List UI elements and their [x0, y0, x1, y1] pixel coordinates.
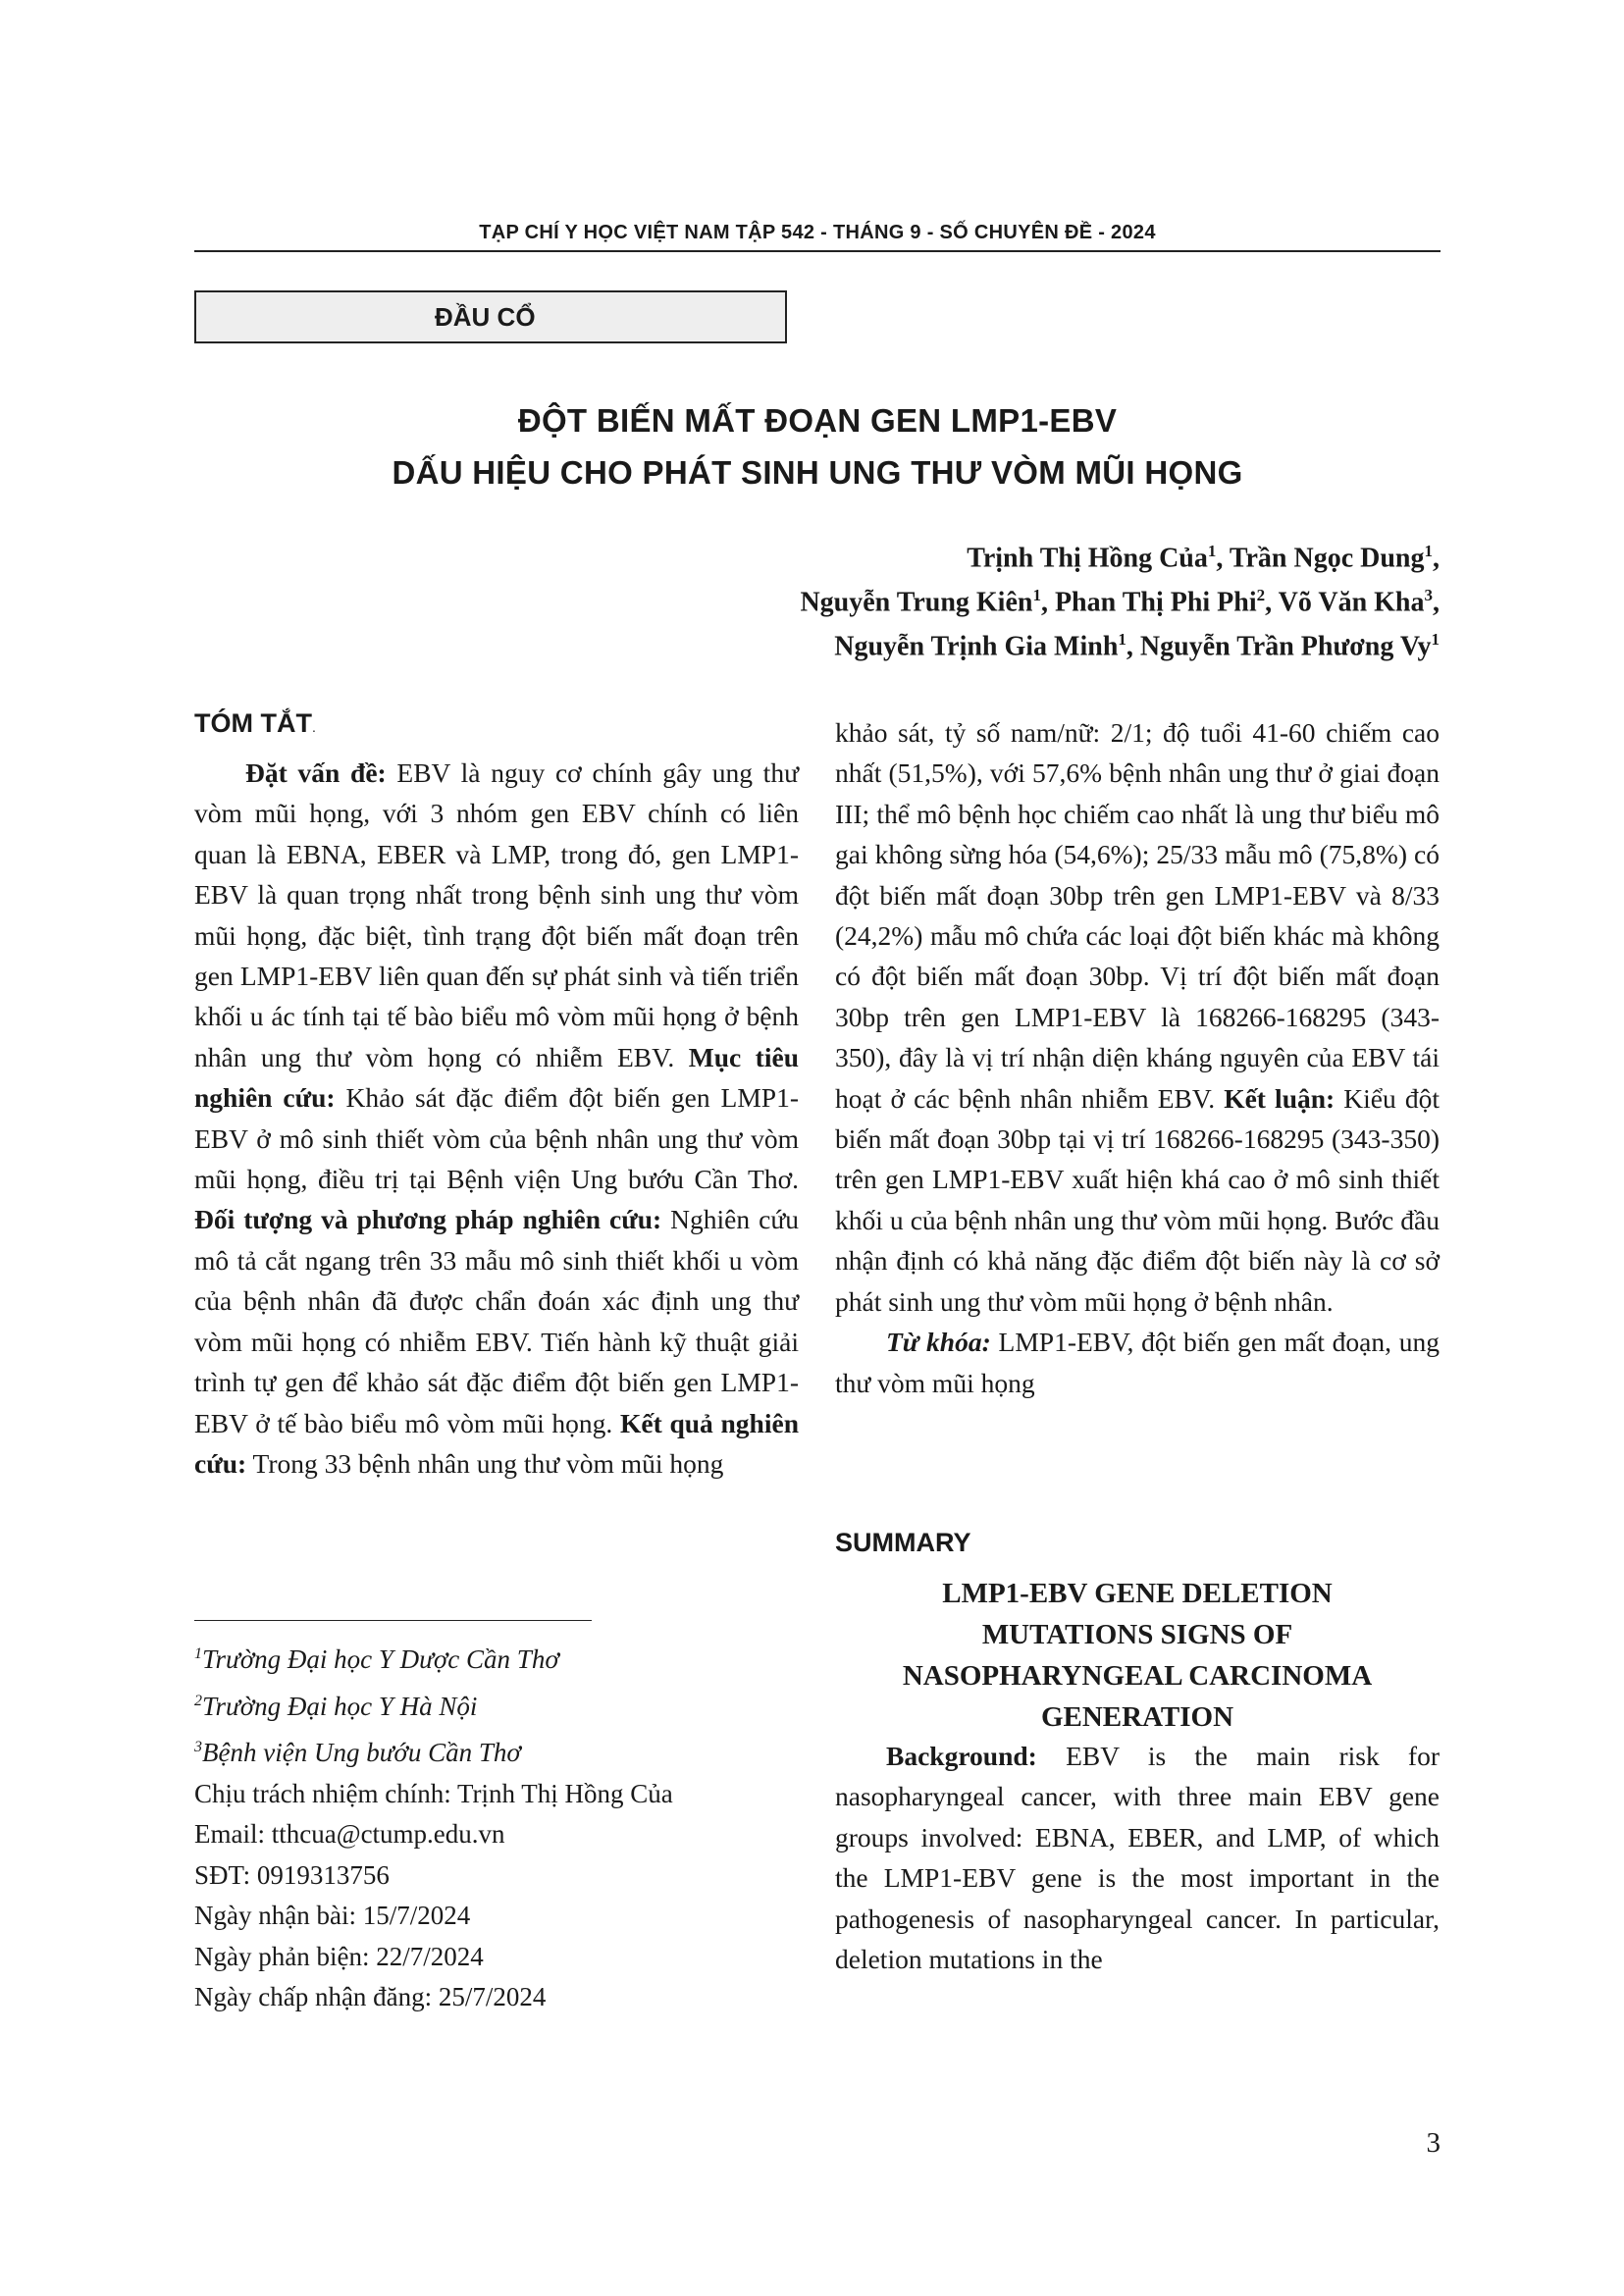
- journal-running-header: TẠP CHÍ Y HỌC VIỆT NAM TẬP 542 - THÁNG 9 - SỐ CHUYÊN ĐỀ - 2024: [479, 222, 1156, 243]
- abstract-paragraph: [194, 753, 799, 1484]
- english-title-line: MUTATIONS SIGNS OF: [981, 1619, 1293, 1650]
- abstract-heading-dot: .: [311, 719, 316, 735]
- footnotes: [194, 1634, 799, 2018]
- methods-label: Đối tượng và phương pháp nghiên cứu:: [194, 1204, 662, 1235]
- author-separator: ,: [1216, 543, 1230, 574]
- english-title-line: NASOPHARYNGEAL CARCINOMA: [902, 1660, 1373, 1692]
- author-affiliation: 1: [1032, 586, 1041, 604]
- conclusion-text: Kiểu đột biến mất đoạn 30bp tại vị trí 168266-168295 (343-350) trên gen LMP1-EBV xuất hiện khá cao ở mô sinh thiết khối u của bệnh nhân ung thư vòm mũi họng. Bước đầu nhận định có khả năng đặc điểm đột biến này là cơ sở phát sinh ung thư vòm mũi họng ở bệnh nhân.: [835, 1082, 1441, 1317]
- author-affiliation: 1: [1207, 542, 1217, 560]
- abstract-right-column: [835, 712, 1440, 1403]
- keywords: [835, 1322, 1440, 1403]
- summary-heading: SUMMARY: [835, 1528, 971, 1557]
- keywords-text: LMP1-EBV, đột biến gen mất đoạn, ung thư vòm mũi họng: [835, 1327, 1440, 1398]
- objective-text: Khảo sát đặc điểm đột biến gen LMP1-EBV ở mô sinh thiết vòm của bệnh nhân ung thư vòm mũi họng, điều trị tại Bệnh viện Ung bướu Cần Thơ.: [194, 1082, 800, 1195]
- summary-background-label: Background:: [886, 1741, 1037, 1771]
- results-text: Trong 33 bệnh nhân ung thư vòm mũi họng: [246, 1447, 724, 1479]
- methods-text: Nghiên cứu mô tả cắt ngang trên 33 mẫu mô sinh thiết khối u vòm của bệnh nhân đã được chẩn đoán xác định ung thư vòm mũi họng có nhiễm EBV. Tiến hành kỹ thuật giải trình tự gen để khảo sát đặc điểm đột biến gen LMP1-EBV ở tế bào biểu mô vòm mũi họng.: [194, 1204, 799, 1438]
- author-separator: ,: [1126, 631, 1140, 662]
- english-title: [835, 1573, 1440, 1738]
- footnote-rule: [194, 1620, 592, 1621]
- conclusion-label: Kết luận:: [1224, 1082, 1336, 1114]
- affiliation-text: Trường Đại học Y Hà Nội: [202, 1691, 478, 1721]
- author-name: Trịnh Thị Hồng Của: [967, 543, 1208, 574]
- author-affiliation: 1: [1118, 630, 1126, 649]
- results-label: Kết quả nghiên cứu:: [194, 1407, 799, 1479]
- author-name: Nguyễn Trần Phương Vy: [1139, 631, 1432, 662]
- article-title-line-1: ĐỘT BIẾN MẤT ĐOẠN GEN LMP1-EBV: [517, 402, 1118, 439]
- english-title-line: LMP1-EBV GENE DELETION: [942, 1578, 1333, 1609]
- date-received: Ngày nhận bài: 15/7/2024: [194, 1901, 471, 1930]
- author-affiliation: 1: [1424, 542, 1433, 560]
- affiliation-number: 1: [194, 1645, 202, 1662]
- author-separator: ,: [1040, 587, 1055, 618]
- author-line-1: [967, 542, 1440, 574]
- affiliation-number: 3: [194, 1739, 202, 1755]
- author-affiliation: 1: [1431, 630, 1440, 649]
- page-number: 3: [1426, 2127, 1441, 2159]
- author-separator: ,: [1265, 587, 1279, 618]
- author-affiliation: 3: [1424, 586, 1433, 604]
- article-title-line-2: DẤU HIỆU CHO PHÁT SINH UNG THƯ VÒM MŨI HỌNG: [392, 454, 1243, 491]
- author-name: Trần Ngọc Dung: [1229, 543, 1425, 574]
- summary-background-text: EBV is the main risk for nasopharyngeal cancer, with three main EBV gene groups involved: EBNA, EBER, and LMP, of which the LMP1-EBV gene is the most important in the pathogenesis of nasopharyngeal cancer. In particular, deletion mutations in the: [835, 1741, 1440, 1975]
- email: Email: tthcua@ctump.edu.vn: [194, 1819, 505, 1849]
- abstract-continuation: [835, 712, 1440, 1322]
- background-label: Đặt vấn đề:: [245, 757, 387, 788]
- author-separator: ,: [1433, 587, 1440, 618]
- author-line-3: [834, 630, 1440, 662]
- affiliation-footnote: [194, 1681, 799, 1728]
- affiliation-text: Trường Đại học Y Dược Cần Thơ: [202, 1644, 559, 1674]
- english-title-line: GENERATION: [1040, 1701, 1234, 1733]
- corresponding-author: Chịu trách nhiệm chính: Trịnh Thị Hồng Của: [194, 1778, 673, 1808]
- author-name: Nguyễn Trung Kiên: [800, 587, 1033, 618]
- summary-body: [835, 1736, 1440, 1979]
- abstract-left-column: [194, 712, 799, 1484]
- abstract-heading-text: TÓM TẮT: [194, 708, 312, 738]
- affiliation-text: Bệnh viện Ung bướu Cần Thơ: [202, 1738, 521, 1767]
- author-line-2: [800, 586, 1440, 618]
- keywords-label: Từ khóa:: [886, 1327, 991, 1358]
- author-affiliation: 2: [1256, 586, 1266, 604]
- date-accepted: Ngày chấp nhận đăng: 25/7/2024: [194, 1982, 547, 2011]
- author-name: Phan Thị Phi Phi: [1054, 587, 1257, 618]
- results-text-continued: khảo sát, tỷ số nam/nữ: 2/1; độ tuổi 41-60 chiếm cao nhất (51,5%), với 57,6% bệnh nhân ung thư ở giai đoạn III; thể mô bệnh học chiếm cao nhất là ung thư biểu mô gai không sừng hóa (54,6%); 25/33 mẫu mô (75,8%) có đột biến mất đoạn 30bp trên gen LMP1-EBV và 8/33 (24,2%) mẫu mô chứa các loại đột biến khác mà không có đột biến mất đoạn 30bp. Vị trí đột biến mất đoạn 30bp trên gen LMP1-EBV là 168266-168295 (343-350), đây là vị trí nhận diện kháng nguyên của EBV tái hoạt ở các bệnh nhân nhiễm EBV.: [835, 717, 1440, 1114]
- affiliation-footnote: [194, 1727, 799, 1774]
- objective-label: Mục tiêu nghiên cứu:: [194, 1041, 799, 1114]
- author-separator: ,: [1433, 543, 1440, 574]
- phone: SĐT: 0919313756: [194, 1859, 390, 1890]
- date-reviewed: Ngày phản biện: 22/7/2024: [194, 1941, 484, 1971]
- author-name: Nguyễn Trịnh Gia Minh: [834, 631, 1119, 662]
- header-rule: [194, 250, 1441, 252]
- affiliation-footnote: [194, 1634, 799, 1681]
- background-text: EBV là nguy cơ chính gây ung thư vòm mũi họng, với 3 nhóm gen EBV chính có liên quan là EBNA, EBER và LMP, trong đó, gen LMP1-EBV là quan trọng nhất trong bệnh sinh ung thư vòm mũi họng, đặc biệt, tình trạng đột biến mất đoạn trên gen LMP1-EBV liên quan đến sự phát sinh và tiến triển khối u ác tính tại tế bào biểu mô vòm mũi họng ở bệnh nhân ung thư vòm họng có nhiễm EBV.: [194, 757, 799, 1072]
- section-label: ĐẦU CỔ: [435, 302, 536, 332]
- affiliation-number: 2: [194, 1692, 202, 1709]
- summary-paragraph: [835, 1736, 1440, 1979]
- author-name: Võ Văn Kha: [1278, 587, 1425, 618]
